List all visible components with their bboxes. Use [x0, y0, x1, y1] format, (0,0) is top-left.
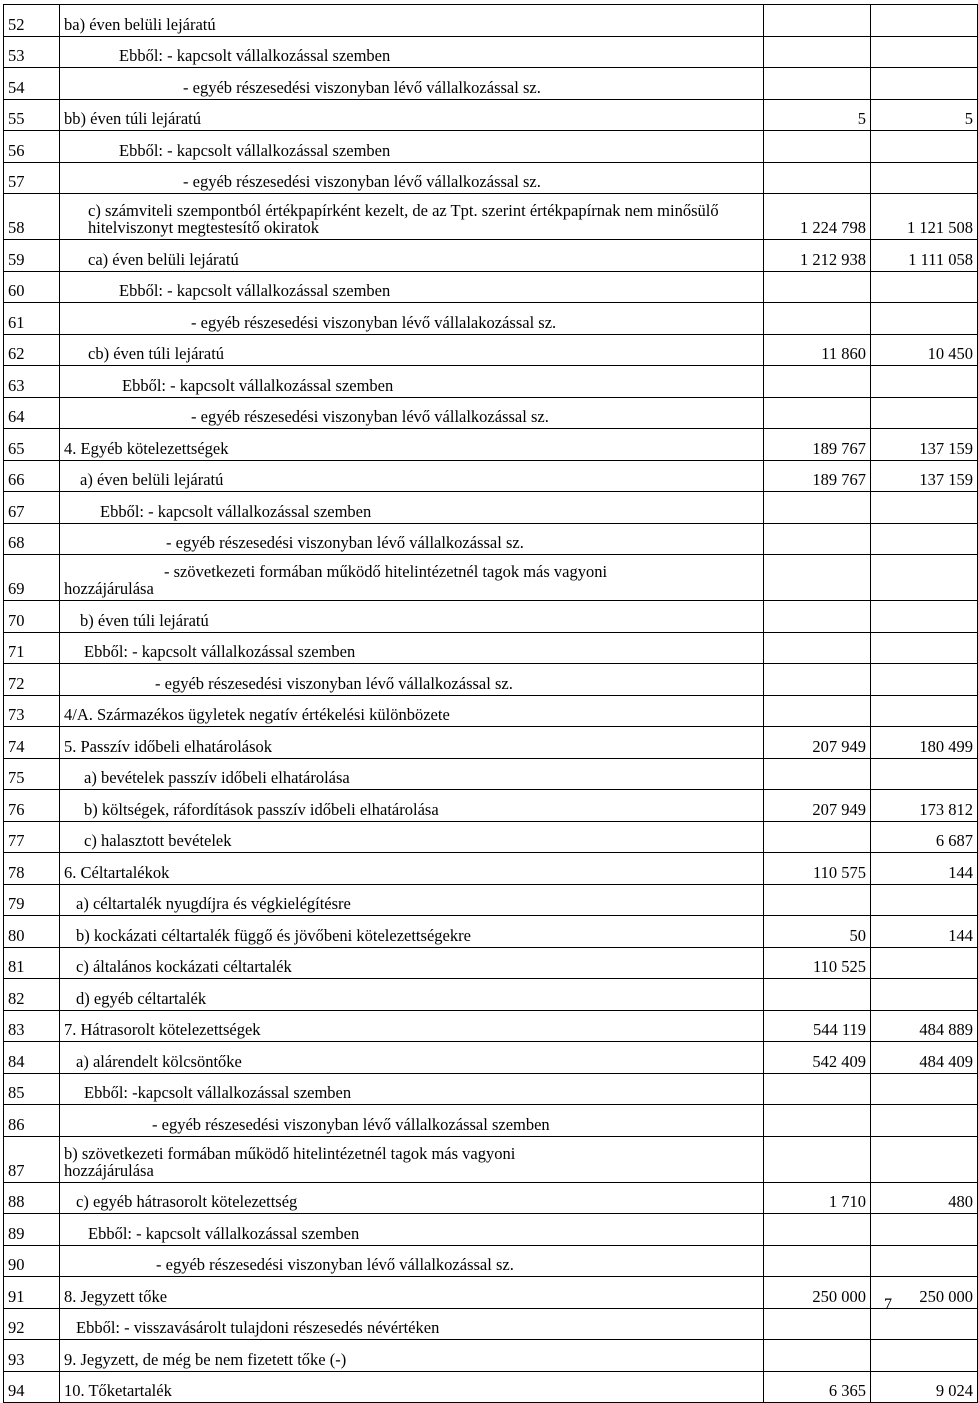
table-body	[4, 5, 978, 1403]
description-text: a) alárendelt kölcsöntőke	[76, 1051, 242, 1071]
value-current	[871, 758, 978, 790]
value-current: 250 000	[871, 1277, 978, 1309]
value-current	[871, 1245, 978, 1277]
row-number: 61	[4, 303, 60, 335]
description-text: Ebből: -kapcsolt vállalkozással szemben	[84, 1083, 352, 1102]
row-number: 90	[4, 1245, 60, 1277]
row-number: 66	[4, 460, 60, 492]
description-text: - egyéb részesedési viszonyban lévő vállalkozással sz.	[191, 407, 549, 426]
value-previous	[764, 758, 871, 790]
value-previous: 1 224 798	[764, 194, 871, 240]
row-description	[60, 947, 764, 979]
row-number: 83	[4, 1010, 60, 1042]
table-row	[4, 1371, 978, 1403]
description-line-2: hozzájárulása	[64, 1160, 154, 1180]
row-number: 68	[4, 523, 60, 555]
value-previous: 189 767	[764, 429, 871, 461]
value-previous	[764, 1136, 871, 1182]
value-previous	[764, 695, 871, 727]
value-previous	[764, 36, 871, 68]
row-number: 65	[4, 429, 60, 461]
description-text: 9. Jegyzett, de még be nem fizetett tőke (-)	[64, 1349, 347, 1369]
row-number: 71	[4, 632, 60, 664]
description-text: c) általános kockázati céltartalék	[76, 957, 292, 976]
description-text: - egyéb részesedési viszonyban lévő vállalkozással sz.	[166, 533, 524, 552]
description-text: 7. Hátrasorolt kötelezettségek	[64, 1020, 261, 1039]
description-text: - egyéb részesedési viszonyban lévő vállalkozással sz.	[183, 172, 541, 191]
value-previous: 207 949	[764, 790, 871, 822]
table-row	[4, 1136, 978, 1182]
description-text: cb) éven túli lejáratú	[88, 344, 225, 363]
value-previous	[764, 366, 871, 398]
table-row	[4, 460, 978, 492]
value-previous	[764, 884, 871, 916]
row-description	[60, 727, 764, 759]
row-number: 85	[4, 1073, 60, 1105]
value-previous: 1 710	[764, 1182, 871, 1214]
value-previous	[764, 1340, 871, 1372]
value-previous	[764, 303, 871, 335]
value-previous	[764, 1308, 871, 1340]
value-current: 1 111 058	[871, 240, 978, 272]
row-number: 67	[4, 492, 60, 524]
value-current: 173 812	[871, 790, 978, 822]
value-previous: 11 860	[764, 334, 871, 366]
row-description	[60, 36, 764, 68]
row-number: 62	[4, 334, 60, 366]
value-current: 5	[871, 99, 978, 131]
table-row	[4, 821, 978, 853]
row-description	[60, 632, 764, 664]
value-previous	[764, 271, 871, 303]
table-row	[4, 366, 978, 398]
row-number: 80	[4, 916, 60, 948]
description-text: c) halasztott bevételek	[84, 831, 232, 850]
table-row	[4, 1105, 978, 1137]
row-number: 52	[4, 5, 60, 37]
value-previous	[764, 523, 871, 555]
description-line-2: hozzájárulása	[64, 579, 154, 598]
table-row	[4, 271, 978, 303]
row-number: 74	[4, 727, 60, 759]
row-description	[60, 492, 764, 524]
value-previous	[764, 397, 871, 429]
table-row	[4, 303, 978, 335]
table-row	[4, 727, 978, 759]
value-previous	[764, 131, 871, 163]
row-description	[60, 303, 764, 335]
value-current	[871, 397, 978, 429]
row-description	[60, 334, 764, 366]
table-row	[4, 1182, 978, 1214]
row-description	[60, 271, 764, 303]
value-current	[871, 884, 978, 916]
value-previous	[764, 1073, 871, 1105]
table-row	[4, 947, 978, 979]
value-previous: 544 119	[764, 1010, 871, 1042]
description-text: Ebből: - kapcsolt vállalkozással szemben	[100, 501, 372, 521]
row-description	[60, 1277, 764, 1309]
row-number: 54	[4, 68, 60, 100]
value-current: 180 499	[871, 727, 978, 759]
value-previous	[764, 492, 871, 524]
description-text: d) egyéb céltartalék	[76, 988, 207, 1008]
row-description	[60, 1214, 764, 1246]
value-previous: 542 409	[764, 1042, 871, 1074]
table-row	[4, 36, 978, 68]
value-previous	[764, 632, 871, 664]
row-description	[60, 1340, 764, 1372]
row-number: 76	[4, 790, 60, 822]
value-previous	[764, 5, 871, 37]
value-previous: 110 525	[764, 947, 871, 979]
value-current	[871, 271, 978, 303]
value-current	[871, 979, 978, 1011]
table-row	[4, 758, 978, 790]
value-current: 137 159	[871, 460, 978, 492]
description-line-1: - szövetkezeti formában működő hitelintézetnél tagok más vagyoni	[164, 562, 608, 581]
row-number: 72	[4, 664, 60, 696]
table-row	[4, 334, 978, 366]
row-number: 88	[4, 1182, 60, 1214]
row-description	[60, 99, 764, 131]
row-description	[60, 790, 764, 822]
value-previous	[764, 821, 871, 853]
row-number: 87	[4, 1136, 60, 1182]
table-row	[4, 790, 978, 822]
value-current: 484 889	[871, 1010, 978, 1042]
table-row	[4, 240, 978, 272]
value-current	[871, 36, 978, 68]
value-previous: 207 949	[764, 727, 871, 759]
value-current: 10 450	[871, 334, 978, 366]
table-row	[4, 979, 978, 1011]
row-description	[60, 131, 764, 163]
table-row	[4, 194, 978, 240]
row-number: 82	[4, 979, 60, 1011]
row-description	[60, 429, 764, 461]
table-row	[4, 1245, 978, 1277]
value-current	[871, 664, 978, 696]
row-number: 86	[4, 1105, 60, 1137]
table-row	[4, 162, 978, 194]
value-current	[871, 366, 978, 398]
row-number: 75	[4, 758, 60, 790]
table-row	[4, 601, 978, 633]
description-text: 6. Céltartalékok	[64, 862, 170, 882]
row-description	[60, 916, 764, 948]
value-current: 9 024	[871, 1371, 978, 1403]
row-number: 93	[4, 1340, 60, 1372]
table-row	[4, 131, 978, 163]
description-text: Ebből: - kapcsolt vállalkozással szemben	[88, 1223, 360, 1243]
row-number: 92	[4, 1308, 60, 1340]
value-current	[871, 492, 978, 524]
description-text: 8. Jegyzett tőke	[64, 1286, 168, 1306]
value-current: 480	[871, 1182, 978, 1214]
row-number: 56	[4, 131, 60, 163]
description-text: - egyéb részesedési viszonyban lévő vállalkozással sz.	[183, 77, 541, 97]
table-row	[4, 397, 978, 429]
value-current	[871, 131, 978, 163]
value-current	[871, 1073, 978, 1105]
description-text: a) bevételek passzív időbeli elhatárolása	[84, 768, 350, 787]
row-number: 55	[4, 99, 60, 131]
value-current	[871, 632, 978, 664]
value-current	[871, 555, 978, 601]
table-row	[4, 429, 978, 461]
row-description	[60, 601, 764, 633]
description-text: 4. Egyéb kötelezettségek	[64, 438, 229, 458]
value-current: 484 409	[871, 1042, 978, 1074]
value-current	[871, 5, 978, 37]
description-text: c) számviteli szempontból értékpapírként kezelt, de az Tpt. szerint értékpapírnak nem minősülő hitelviszonyt megtestesítő okiratok	[88, 201, 719, 237]
value-previous: 5	[764, 99, 871, 131]
description-text: Ebből: - kapcsolt vállalkozással szemben	[119, 140, 391, 160]
description-text: 4/A. Származékos ügyletek negatív értékelési különbözete	[64, 705, 450, 724]
value-previous	[764, 664, 871, 696]
value-previous	[764, 555, 871, 601]
table-row	[4, 664, 978, 696]
description-text: b) költségek, ráfordítások passzív időbeli elhatárolása	[84, 799, 439, 819]
value-current	[871, 947, 978, 979]
table-row	[4, 1308, 978, 1340]
row-description	[60, 695, 764, 727]
table-row	[4, 99, 978, 131]
value-previous: 250 000	[764, 1277, 871, 1309]
value-previous	[764, 979, 871, 1011]
value-previous: 110 575	[764, 853, 871, 885]
description-line-1: b) szövetkezeti formában működő hitelintézetnél tagok más vagyoni	[64, 1143, 516, 1163]
table-row	[4, 916, 978, 948]
row-description	[60, 68, 764, 100]
description-text: Ebből: - kapcsolt vállalkozással szemben	[119, 46, 391, 65]
value-previous	[764, 1214, 871, 1246]
row-description	[60, 5, 764, 37]
description-text: a) éven belüli lejáratú	[80, 470, 224, 489]
table-row	[4, 632, 978, 664]
description-text: Ebből: - kapcsolt vállalkozással szemben	[119, 281, 391, 300]
row-number: 81	[4, 947, 60, 979]
row-number: 84	[4, 1042, 60, 1074]
row-description	[60, 1371, 764, 1403]
row-description	[60, 240, 764, 272]
row-description	[60, 821, 764, 853]
description-text: ba) éven belüli lejáratú	[64, 14, 216, 34]
row-number: 89	[4, 1214, 60, 1246]
row-description	[60, 1073, 764, 1105]
value-previous: 50	[764, 916, 871, 948]
description-text: - egyéb részesedési viszonyban lévő vállalkozással sz.	[155, 673, 513, 693]
value-current	[871, 523, 978, 555]
table-row	[4, 695, 978, 727]
row-number: 53	[4, 36, 60, 68]
row-number: 57	[4, 162, 60, 194]
table-row	[4, 1010, 978, 1042]
value-previous: 189 767	[764, 460, 871, 492]
value-current	[871, 1136, 978, 1182]
row-description	[60, 460, 764, 492]
row-number: 60	[4, 271, 60, 303]
row-number: 69	[4, 555, 60, 601]
row-description	[60, 1105, 764, 1137]
value-current: 1 121 508	[871, 194, 978, 240]
description-text: ca) éven belüli lejáratú	[88, 249, 239, 269]
description-text: 10. Tőketartalék	[64, 1381, 172, 1400]
row-number: 78	[4, 853, 60, 885]
value-previous	[764, 1245, 871, 1277]
value-current	[871, 1340, 978, 1372]
row-description	[60, 1245, 764, 1277]
row-number: 73	[4, 695, 60, 727]
row-number: 79	[4, 884, 60, 916]
description-text: b) éven túli lejáratú	[80, 610, 209, 630]
row-description	[60, 366, 764, 398]
description-text: - egyéb részesedési viszonyban lévő vállalkozással szemben	[152, 1114, 550, 1134]
value-previous	[764, 1105, 871, 1137]
table-row	[4, 523, 978, 555]
row-number: 64	[4, 397, 60, 429]
balance-sheet-table	[3, 4, 978, 1403]
table-row	[4, 1042, 978, 1074]
row-description	[60, 1136, 764, 1182]
value-previous: 1 212 938	[764, 240, 871, 272]
description-text: 5. Passzív időbeli elhatárolások	[64, 736, 273, 756]
value-current: 144	[871, 916, 978, 948]
table-row	[4, 1340, 978, 1372]
row-description	[60, 555, 764, 601]
row-description	[60, 1042, 764, 1074]
value-current: 144	[871, 853, 978, 885]
row-description	[60, 758, 764, 790]
description-text: - egyéb részesedési viszonyban lévő vállalakozással sz.	[191, 312, 557, 332]
value-current	[871, 601, 978, 633]
table-row	[4, 853, 978, 885]
value-current	[871, 1214, 978, 1246]
description-text: a) céltartalék nyugdíjra és végkielégítésre	[76, 894, 351, 913]
row-description	[60, 194, 764, 240]
value-previous	[764, 601, 871, 633]
value-current: 137 159	[871, 429, 978, 461]
description-text: Ebből: - kapcsolt vállalkozással szemben	[122, 375, 394, 395]
table-row	[4, 1073, 978, 1105]
value-current	[871, 303, 978, 335]
row-number: 70	[4, 601, 60, 633]
table-row	[4, 68, 978, 100]
row-description	[60, 1182, 764, 1214]
table-row	[4, 1214, 978, 1246]
table-row	[4, 492, 978, 524]
table-row	[4, 555, 978, 601]
value-current: 6 687	[871, 821, 978, 853]
row-description	[60, 397, 764, 429]
row-description	[60, 884, 764, 916]
row-number: 77	[4, 821, 60, 853]
row-number: 94	[4, 1371, 60, 1403]
value-current	[871, 695, 978, 727]
row-description	[60, 979, 764, 1011]
page-number: 7	[884, 1296, 892, 1313]
value-current	[871, 162, 978, 194]
row-description	[60, 1010, 764, 1042]
row-description	[60, 162, 764, 194]
row-description	[60, 523, 764, 555]
row-description	[60, 1308, 764, 1340]
description-text: bb) éven túli lejáratú	[64, 109, 201, 128]
description-text: Ebből: - kapcsolt vállalkozással szemben	[84, 642, 356, 661]
row-description	[60, 664, 764, 696]
table-row	[4, 5, 978, 37]
row-number: 91	[4, 1277, 60, 1309]
table-row	[4, 884, 978, 916]
row-description	[60, 853, 764, 885]
description-text: b) kockázati céltartalék függő és jövőbeni kötelezettségekre	[76, 925, 471, 945]
table-row	[4, 1277, 978, 1309]
row-number: 63	[4, 366, 60, 398]
description-text: - egyéb részesedési viszonyban lévő vállalkozással sz.	[156, 1255, 514, 1274]
value-previous: 6 365	[764, 1371, 871, 1403]
description-text: c) egyéb hátrasorolt kötelezettség	[76, 1192, 298, 1211]
description-text: Ebből: - visszavásárolt tulajdoni részesedés névértéken	[76, 1318, 440, 1337]
row-number: 58	[4, 194, 60, 240]
value-current	[871, 68, 978, 100]
row-number: 59	[4, 240, 60, 272]
value-previous	[764, 68, 871, 100]
value-previous	[764, 162, 871, 194]
value-current	[871, 1105, 978, 1137]
